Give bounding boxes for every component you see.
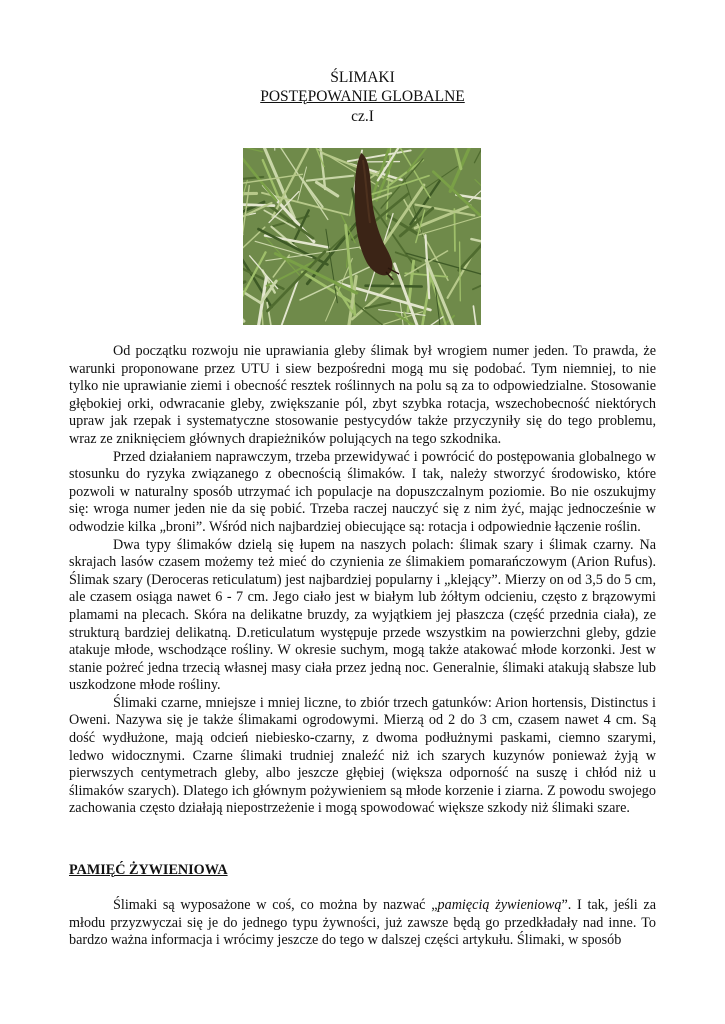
paragraph-text-end: ”. I tak, jeśli za młodu przyzwyczai się je do jednego typu żywności, już zawsze będą go przedkładały nad inne. To bardzo ważna informacja i wrócimy jeszcze do tego w dalszej części artykułu. Ślimaki, w sposób <box>69 897 657 949</box>
grass-blade <box>460 242 461 301</box>
section-heading: PAMIĘĆ ŻYWIENIOWA <box>69 862 228 878</box>
grass-blade <box>366 286 422 287</box>
document-title: ŚLIMAKI <box>330 69 395 86</box>
section-body <box>69 897 656 950</box>
paragraph-grey-slug: Dwa typy ślimaków dzielą się łupem na naszych polach: ślimak szary i ślimak czarny. Na skrajach lasów czasem możemy też mieć do czynienia ze ślimakiem pomarańczowym (Arion Rufus). Ślimak szary (Deroceras reticulatum) jest najbardziej popularny i „klejący”. Mierzy on od 3,5 do 5 cm, ale czasem osiąga nawet 6 - 7 cm. Jego ciało jest w białym lub żółtym odcieniu, często z brązowymi plamami na plecach. Skóra na delikatne bruzdy, za wyjątkiem jej płaszcza (część przednia ciała), ze strukturą bardziej delikatną. D.reticulatum występuje przede wszystkim na powierzchni gleby, gdzie atakuje młode, wschodzące rośliny. W okresie suchym, mogą także atakować młode korzonki. Jest w stanie pożreć jedna trzecią własnej masy ciała przez jedną noc. Generalnie, ślimaki atakują słabsze lub uszkodzone młode rośliny. <box>69 536 656 694</box>
slug-on-grass-photo <box>243 148 481 325</box>
paragraph-black-slug: Ślimaki czarne, mniejsze i mniej liczne, to zbiór trzech gatunków: Arion hortensis, Distinctus i Oweni. Nazywa się je także ślimakami ogrodowymi. Mierzą od 2 do 3 cm, czasem nawet 4 cm. Są dość wydłużone, mają odcień niebiesko-czarny, z dwoma podłużnymi paskami, ciemno szarymi, ledwo widocznymi. Czarne ślimaki trudniej znaleźć niż ich szarych kuzynów ponieważ żyją w pierwszych centymetrach gleby, albo jeszcze głębiej (większa odporność na suszę i chłód niż u ślimaków szarych). Dlatego ich głównym pożywieniem są młode korzenie i ziarna. Z powodu swojego zachowania często działają niepostrzeżenie i mogą spowodować większe szkody niż ślimaki szare. <box>69 694 656 817</box>
paragraph-prevention: Przed działaniem naprawczym, trzeba przewidywać i powrócić do postępowania globalnego w stosunku do ryzyka związanego z obecnością ślimaków. I tak, należy stworzyć środowisko, które pozwoli w naturalny sposób utrzymać ich populacje na dopuszczalnym poziomie. Bo nie oszukujmy się: wroga numer jeden nie da się pobić. Trzeba raczej nauczyć się z nim żyć, mając jednocześnie w odwodzie kilka „broni”. Wśród nich najbardziej obiecujące są: rotacja i odpowiednie łączenie roślin. <box>69 448 656 535</box>
paragraph-intro: Od początku rozwoju nie uprawiania gleby ślimak był wrogiem numer jeden. To prawda, że warunki proponowane przez UTU i siew bezpośredni mogą mu się podobać. Tym niemniej, to nie tylko nie uprawianie ziemi i obecność resztek roślinnych na polu są za to odpowiedzialne. Stosowanie głębokiej orki, odwracanie gleby, zwiększanie pól, zbyt szybka rotacja, wszechobecność niektórych upraw jak rzepak i systematyczne stosowanie pestycydów także przyczyniły się do tego problemu, wraz ze zniknięciem głównych drapieżników polujących na tego szkodnika. <box>69 343 656 447</box>
paragraph-text-start: Ślimaki są wyposażone w coś, co można by nazwać „ <box>113 897 438 913</box>
body-text <box>69 343 656 818</box>
paragraph-feeding-memory <box>69 897 656 950</box>
grass-blade <box>454 209 455 251</box>
photo-illustration <box>243 148 481 325</box>
document-part-label: cz.I <box>351 108 374 125</box>
grass-blade <box>243 193 257 194</box>
italic-term: pamięcią żywieniową <box>437 897 562 913</box>
document-subtitle: POSTĘPOWANIE GLOBALNE <box>260 88 465 105</box>
